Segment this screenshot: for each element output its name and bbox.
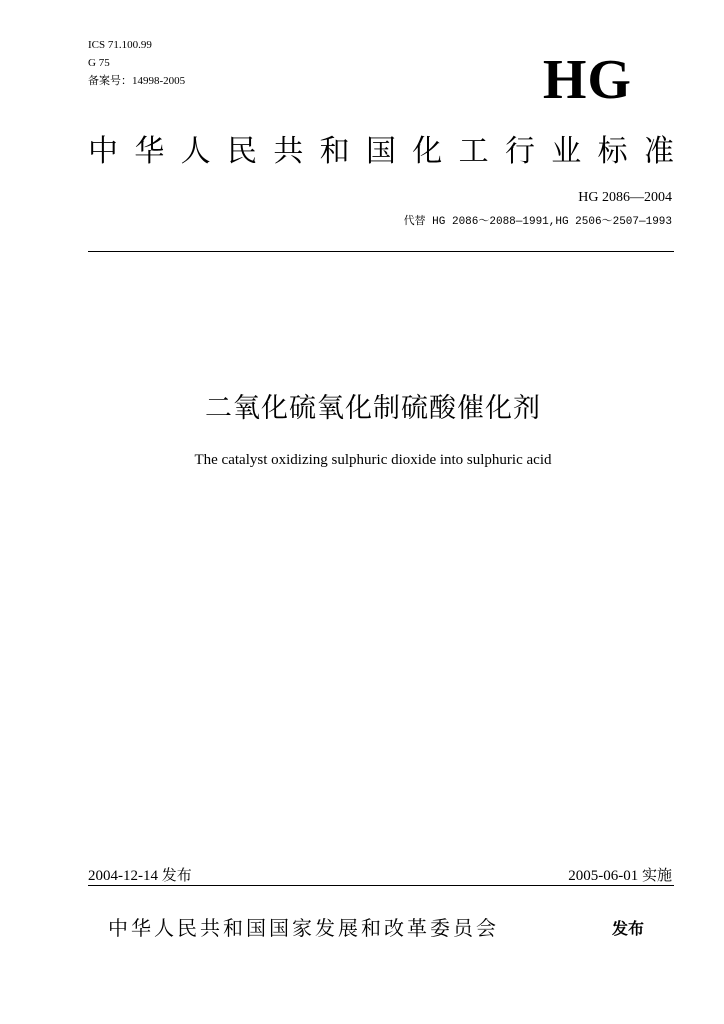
title-char: 和 [319,134,350,169]
issuer-suffix: 发布 [612,919,645,938]
replaces-standards: 代替 HG 2086～2088—1991,HG 2506～2507—1993 [403,216,672,228]
title-char: 行 [504,134,535,169]
title-char: 业 [551,134,582,169]
ics-code: ICS 71.100.99 [88,39,152,51]
title-char: 共 [273,134,304,169]
hg-logo: HG [542,49,632,111]
footer-divider [88,885,674,886]
title-char: 化 [412,134,443,169]
ccs-code: G 75 [88,57,110,69]
title-char: 工 [458,134,489,169]
publish-date: 2004-12-14 发布 [88,868,192,884]
title-char: 华 [134,134,165,169]
standard-category-title [88,132,674,172]
title-char: 中 [88,134,118,169]
title-char: 人 [180,134,211,169]
chinese-standard-name: 二氧化硫氧化制硫酸催化剂 [205,393,541,424]
title-char: 准 [643,134,674,169]
title-char: 国 [365,134,396,169]
english-standard-name: The catalyst oxidizing sulphuric dioxide into sulphuric acid [194,452,552,468]
title-char: 标 [597,134,628,169]
header-divider [88,251,674,252]
title-char: 民 [226,134,257,169]
record-number: 备案号：14998-2005 [88,75,186,87]
implement-date: 2005-06-01 实施 [568,868,672,884]
standard-number: HG 2086—2004 [578,190,672,205]
issuing-authority: 中华人民共和国国家发展和改革委员会 [108,916,499,940]
